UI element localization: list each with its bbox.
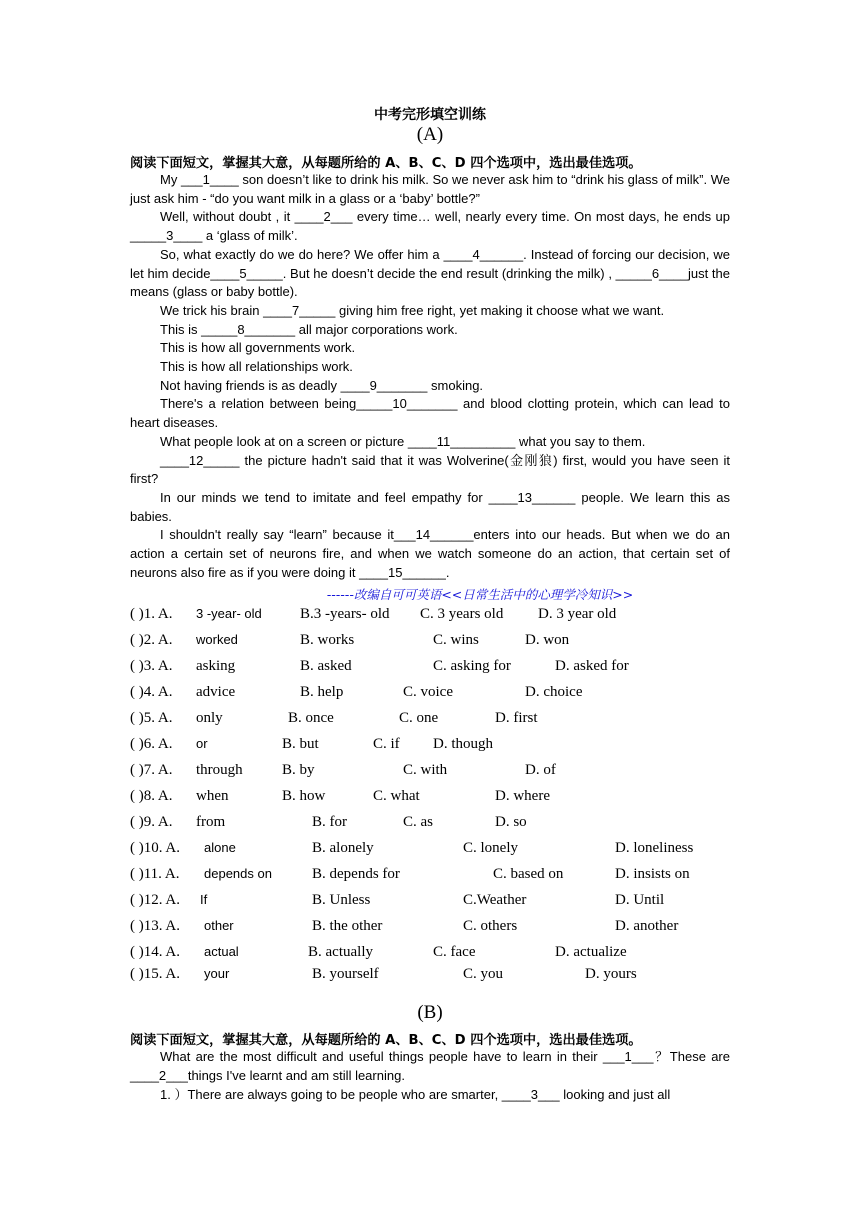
option-b: B. for [312,814,347,830]
option-d: D. loneliness [615,840,694,856]
option-b: B. depends for [312,866,400,882]
paragraph: ____12_____ the picture hadn't said that it was Wolverine(金刚狼) first, would you have seen it first? [130,452,730,487]
paragraph: I shouldn't really say “learn” because it___14______enters into our heads. But when we do an action a certain set of neurons fire, and when we watch someone do an action, that certain set of neurons also fire as if you were doing it ____15______. [130,527,730,580]
option-c: C. one [399,710,439,726]
option-d: D. first [495,710,538,726]
option-d: D. actualize [555,944,627,960]
option-b: B. once [288,710,334,726]
option-d: D. so [495,814,527,830]
question-number: ( )8. A. [130,788,173,804]
option-row-1 [130,604,750,630]
question-number: ( )15. A. [130,966,180,982]
question-number: ( )6. A. [130,736,173,752]
question-number: ( )11. A. [130,866,180,882]
question-number: ( )9. A. [130,814,173,830]
option-a: actual [204,944,239,959]
option-b: B.3 -years- old [300,606,390,622]
option-b: B. actually [308,944,373,960]
option-row-13 [130,916,750,942]
option-d: D. yours [585,966,637,982]
option-row-10 [130,838,750,864]
document-title: 中考完形填空训练 [374,107,486,123]
question-number: ( )12. A. [130,892,180,908]
option-c: C. with [403,762,448,778]
paragraph: We trick his brain ____7_____ giving him free right, yet making it choose what we want. [160,302,665,318]
section-a-heading: (A) [416,124,444,145]
option-c: C. face [433,944,476,960]
option-b: B. asked [300,658,352,674]
passage-a [130,171,730,582]
option-d: D. insists on [615,866,690,882]
paragraph: 1. ）There are always going to be people who are smarter, ____3___ looking and just all [160,1087,671,1102]
option-row-8 [130,786,750,812]
question-number: ( )13. A. [130,918,180,934]
option-row-6 [130,734,750,760]
option-c: C. lonely [463,840,518,856]
instruction-b: 阅读下面短文，掌握其大意，从每题所给的 A、B、C、D 四个选项中，选出最佳选项。 [130,1033,642,1048]
option-c: C. others [463,918,518,934]
option-a: when [196,788,229,804]
option-a: 3 -year- old [196,606,262,621]
option-row-9 [130,812,750,838]
option-a: from [196,814,226,830]
option-a: through [196,762,243,778]
option-d: D. 3 year old [538,606,617,622]
paragraph: This is _____8_______ all major corporations work. [160,321,458,337]
question-number: ( )2. A. [130,632,173,648]
section-b-heading: (B) [417,1002,443,1023]
option-row-5 [130,708,750,734]
options-list [130,604,750,986]
option-b: B. works [300,632,355,648]
option-a: worked [196,632,238,647]
paragraph: So, what exactly do we do here? We offer him a ____4______. Instead of forcing our decision, we let him decide____5_____. But he doesn’t decide the end result (drinking the milk) , _____6____just the means (glass or baby bottle). [130,246,730,300]
option-c: C. what [373,788,420,804]
option-a: other [204,918,234,933]
option-c: C. wins [433,632,479,648]
paragraph: This is how all governments work. [160,340,356,356]
paragraph: My ___1____ son doesn’t like to drink his milk. So we never ask him to “drink his glass of milk”. We just ask him - “do you want milk in a glass or a ‘baby’ bottle?” [130,172,730,206]
question-number: ( )4. A. [130,684,173,700]
option-d: D. won [525,632,570,648]
option-a: If [200,892,208,907]
option-c: C. if [373,736,400,752]
question-number: ( )10. A. [130,840,180,856]
paragraph: What are the most difficult and useful things people have to learn in their ___1___？These are ____2___things I've learnt and am still learning. [130,1049,730,1083]
option-row-15 [130,964,750,986]
option-d: D. choice [525,684,583,700]
option-a: advice [196,684,236,700]
option-b: B. but [282,736,319,752]
option-row-7 [130,760,750,786]
option-d: D. where [495,788,550,804]
option-b: B. Unless [312,892,371,908]
paragraph: Well, without doubt , it ____2___ every time… well, nearly every time. On most days, he ends up _____3____ a ‘glass of milk’. [130,209,730,244]
option-row-2 [130,630,750,656]
paragraph: There's a relation between being_____10_______ and blood clotting protein, which can lead to heart diseases. [130,396,730,431]
option-row-3 [130,656,750,682]
question-number: ( )3. A. [130,658,173,674]
option-c: C. 3 years old [420,606,504,622]
option-b: B. yourself [312,966,379,982]
question-number: ( )1. A. [130,606,173,622]
option-c: C. based on [493,866,564,882]
option-d: D. Until [615,892,665,908]
option-d: D. asked for [555,658,629,674]
option-a: alone [204,840,236,855]
instruction-a: 阅读下面短文，掌握其大意，从每题所给的 A、B、C、D 四个选项中，选出最佳选项。 [130,156,642,171]
option-b: B. help [300,684,344,700]
option-a: asking [196,658,236,674]
option-a: depends on [204,866,272,881]
option-a: only [196,710,223,726]
option-row-12 [130,890,750,916]
source-credit: ------改编自可可英语<<日常生活中的心理学冷知识>> [326,587,634,602]
option-d: D. another [615,918,679,934]
paragraph: Not having friends is as deadly ____9_______ smoking. [160,377,484,393]
question-number: ( )7. A. [130,762,173,778]
option-c: C. asking for [433,658,511,674]
option-d: D. of [525,762,556,778]
option-row-14 [130,942,750,964]
paragraph: What people look at on a screen or picture ____11_________ what you say to them. [160,433,646,449]
paragraph: In our minds we tend to imitate and feel empathy for ____13______ people. We learn this as babies. [130,489,730,524]
option-b: B. how [282,788,326,804]
passage-b [130,1047,730,1104]
option-c: C. you [463,966,504,982]
option-b: B. the other [312,918,383,934]
question-number: ( )14. A. [130,944,180,960]
option-row-11 [130,864,750,890]
option-a: your [204,966,230,981]
option-a: or [196,736,208,751]
option-c: C.Weather [463,892,527,908]
option-row-4 [130,682,750,708]
option-d: D. though [433,736,493,752]
paragraph: This is how all relationships work. [160,359,353,375]
option-c: C. as [403,814,433,830]
question-number: ( )5. A. [130,710,173,726]
option-b: B. alonely [312,840,374,856]
option-b: B. by [282,762,315,778]
option-c: C. voice [403,684,453,700]
